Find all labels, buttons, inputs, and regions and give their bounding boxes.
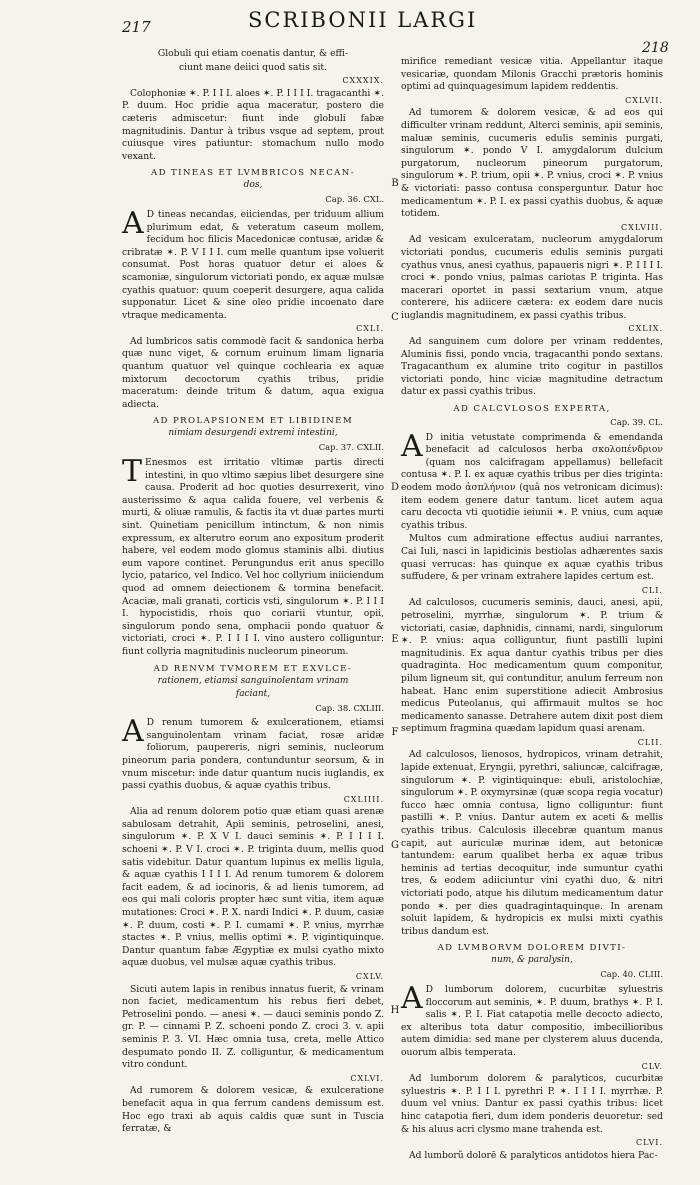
paragraph: Colophoniæ ✶. P. I I I. aloes ✶. P. I I I I. tragacanthi ✶. P. duum. Hoc pridie aqua maceratur, postero die cæteris admiscetur: fiunt inde globuli fabæ magnitudinis. Dantur à tribus vsque ad septem, prout cuiusque vires patiuntur: stomachum nullo modo vexant. [122, 87, 384, 162]
chapter-label: Cap. 36. CXL. [325, 194, 384, 205]
recipe-number: CLV. [641, 1061, 663, 1071]
paragraph: Ad sanguinem cum dolore per vrinam reddentes, Aluminis fissi, pondo vncia, tragacanthi pondo sextans. Tragacanthum ex alumine trito cogitur in pastillos victoriati pondo, hinc viciæ magnitudine detractum datur ex passi cyathis tribus. [401, 336, 663, 398]
recipe-number: CXLVIII. [621, 222, 663, 232]
recipe-number: CXLV. [355, 972, 384, 981]
section-heading: AD PROLAPSIONEM ET LIBIDINEM [152, 416, 354, 427]
paragraph: T Enesmos est irritatio vltimæ partis directi intestini, in quo vltimo sæpius libet desurgere sine causa. Proderit ad hoc quoties desurrexerit, vino austerissimo & aqua calida fouere, vel verbenis & murti, & oliuæ ramulis, & factis ita vt duæ partes murti sint. Quinetiam penicillum intinctum, & non nimis expressum, ex alterutro eorum ano expositum proderit habere, vel eodem modo glomus staminis albi. diutius eum vapore continet. Perungundus erit anus specillo lycio, patarico, vel Indico. Vel hoc collyrium iniiciendum quod ad omnem deiectionem & tormina benefacit. Acaciæ, mali granati, corticis vsti, singulorum ✶. P. I I I I. hypocistidis, rhois quo coriarii vtuntur, opii, singulorum pondo sena, omphacii pondo quatuor & victoriati, croci ✶. P. I I I I. vino austero colliguntur: fiunt collyria magnitudinis nucleorum pineorum. [122, 454, 384, 657]
paragraph: Ad calculosos, cucumeris seminis, dauci, anesi, apii, petroselini, myrrhæ, singulorum ✶. P. trium & victoriati, casiæ, daphnidis, cinnami, nardi, singulorum ✶. P. vnius: aqua colliguntur, fiunt pastilli lupini magnitudinis. Ex aqua dantur cyathis tribus per dies quadraginta. Hoc medicamentum quum componitur, pilum ligneum sit, qui contunditur, anulum ferreum non habeat. Hanc enim superstitione adiecit Ambrosius medicus Puteolanus, qui affirmauit multos se hoc medicamento sanasse. Detrahere autem dixit post diem septimum fragmina quædam lapidum quasi arenam. [401, 597, 663, 735]
paragraph: Ad lumborũ dolorē & paralyticos antidotos hiera Pac- [409, 1149, 658, 1161]
paragraph: Ad lumborum dolorem & paralyticos, cucurbitæ syluestris ✶. P. I I I. pyrethri P. ✶. I I I I. myrrhæ. P. duum vel vnius. Dantur ex passi cyathis tribus: licet hinc catapotia fieri, dum idem ponderis deuoretur: sed & his aluus acri clysmo mane trahenda est. [401, 1073, 663, 1135]
recipe-number: CXLIX. [628, 324, 663, 334]
margin-letter-g: G [391, 840, 399, 851]
page-number-right: 218 [642, 40, 669, 56]
recipe-number: CXLIIII. [343, 794, 384, 804]
running-title: SCRIBONII LARGI [248, 8, 478, 32]
section-subheading: nimiam desurgendi extremi intestini, [168, 428, 338, 439]
chapter-label: Cap. 37. CXLII. [318, 442, 384, 453]
initial-letter: T [122, 454, 143, 490]
paragraph: Ad calculosos, lienosos, hydropicos, vrinam detrahit, lapide extenuat, Eryngii, pyrethri, saliuncæ, calcifragæ, singulorum ✶. P. vigintiquinque: ebuli, aristolochiæ, singulorum ✶. P. oxymyrsinæ (quæ scopa regia vocatur) fucco hæc omnia contusa, ligno colliguntur: fiunt pastilli ✶. P. vnius. Dantur autem ex aceti & mellis cyathis tribus. Calculosis illecebræ quantum manus capit, aut auriculæ murinæ idem, aut betonicæ tantundem: earum qualibet herba ex aquæ tribus heminis ad tertias decoquitur, inde sumuntur cyathi tres, & eodem adiiciuntur vini cyathi duo, & nitri victoriati podo, atque his dilutum medicamentum datur pondo ✶. per dies quadragintaquinque. In arenam soluit lapidem, & hydropicis ex mulsi mixti cyathis tribus dandum est. [401, 749, 663, 937]
chapter-label: Cap. 40. CLIII. [600, 969, 663, 980]
paragraph: A D initia vetustate comprimenda & emendanda benefacit ad calculosos herba σκολοπένδριον (quam nos calcifragam appellamus) bellefacit contusa ✶. P. I. ex aquæ cyathis tribus per dies triginta: eodem modo ἀσπλήνιον (quâ nos vetronicam dicimus): item eodem genere datur tantum. licet autem aqua caru decocta vti quotidie ieiunii ✶. P. vnius, cum aquæ cyathis tribus. [401, 428, 663, 531]
page-number-left: 217 [122, 18, 151, 36]
recipe-number: CLI. [641, 585, 663, 595]
recipe-number: CLII. [637, 737, 663, 747]
recipe-number: CXLVI. [350, 1073, 384, 1083]
margin-letter-h: H [390, 1005, 400, 1016]
margin-letter-b: B [391, 178, 399, 189]
paragraph: A D tineas necandas, eiiciendas, per triduum allium plurimum edat, & veteratum caseum mollem, fecidum hoc filicis Macedonicæ contusæ, aridæ & cribratæ ✶. P. V I I I. cum melle quantum ipse voluerit consumat. Post horas quatuor detur ei aloes & scamoniæ, singulorum victoriati pondo, ex aquæ mulsæ cyathis quatuor: quum coeperit desurgere, aqua calida supponatur. Licet & sine oleo pridie incoenato dare vtraque medicamenta. [122, 205, 384, 321]
initial-letter: A [401, 980, 423, 1016]
recipe-number: CXLVII. [625, 95, 663, 105]
paragraph: Ad rumorem & dolorem vesicæ, & exulceratione benefacit aqua in qua ferrum candens demissum est. Hoc ego traxi ab aquis caldis quæ sunt in Tuscia ferratæ, & [122, 1085, 384, 1135]
right-column [401, 56, 663, 1163]
recipe-number: CLVI. [636, 1138, 663, 1148]
paragraph: Sicuti autem lapis in renibus innatus fuerit, & vrinam non faciet, medicamentum his rebus fieri debet, Petroselini pondo. — anesi ✶. — dauci seminis pondo Z. gr. P. — cinnami P. Z. schoeni pondo Z. croci 3. v. apii seminis P. 3. VI. Hæc omnia tusa, creta, melle Attico despumato pondo II. Z. colliguntur, & medicamentum vitro condunt. [122, 983, 384, 1071]
chapter-label: Cap. 38. CXLIII. [315, 702, 384, 713]
section-heading: AD RENVM TVMOREM ET EXVLCE- [153, 663, 353, 674]
paragraph: mirifice remediant vesicæ vitia. Appellantur itaque vesicariæ, quondam Milonis Gracchi prætoris hominis optimi ad quinquagesimum lapidem reddentis. [401, 56, 663, 93]
section-subheading: rationem, etiamsi sanguinolentam vrinam [157, 675, 349, 686]
initial-letter: A [401, 428, 423, 464]
margin-letter-c: C [391, 312, 399, 323]
left-column [122, 48, 384, 1137]
section-heading: AD CALCVLOSOS EXPERTA, [453, 404, 611, 415]
intro-line-1: Globuli qui etiam coenatis dantur, & effi- [157, 48, 349, 59]
margin-letter-d: D [390, 482, 400, 493]
intro-line-2: ciunt mane deiici quod satis sit. [178, 61, 328, 73]
paragraph: Alia ad renum dolorem potio quæ etiam quasi arenæ sabulosam detrahit, Apii seminis, petroselini, anesi, singulorum ✶. P. X V I. dauci seminis ✶. P. I I I I. schoeni ✶. P. V I. croci ✶. P. triginta duum, mellis quod satis videbitur. Datur quantum lupinus ex mellis ligula, & aquæ cyathis I I I I. Ad renum tumorem & dolorem facit eadem, & ad iocinoris, & ad lienis tumorem, ad eos qui mali coloris propter hæc sunt vitia, item aquæ mutationes: Croci ✶. P. X. nardi Indici ✶. P. duum, casiæ ✶. P. duum, costi ✶. P. I. cumami ✶. P. vnius, myrrhæ stactes ✶. P. vnius, mellis optimi ✶. P. vigintiquinque. Dantur quantum fabæ Ægyptiæ ex mulsi cyatho mixto aquæ duobus, vel mulsæ aquæ cyathis tribus. [122, 806, 384, 969]
section-subheading: num, & paralysin, [491, 955, 573, 966]
recipe-number: CXXXIX. [342, 76, 384, 86]
initial-letter: A [122, 714, 144, 750]
paragraph: A D lumborum dolorem, cucurbitæ syluestris floccorum aut seminis, ✶. P. duum, brathys ✶. P. I. salis ✶. P. I. Fiat catapotia melle decocto adiecto, ex alteribus tota datur compositio, imbecillioribus autem dimidia: sed mane per clysterem aluus ducenda, ouorum albis temperata. [401, 980, 663, 1058]
recipe-number: CXLI. [356, 324, 384, 334]
section-subheading: faciant, [235, 688, 271, 699]
paragraph: A D renum tumorem & exulcerationem, etiamsi sanguinolentam vrinam faciat, rosæ aridæ foliorum, paupereris, nigri seminis, nucleorum pineorum paria pondera, contunduntur seorsum, & in vnum miscetur: inde datur quantum nucis iuglandis, ex passi cyathis duobus, & aquæ cyathis tribus. [122, 714, 384, 792]
margin-letter-f: F [391, 727, 399, 738]
section-subheading: dos, [243, 180, 263, 191]
margin-letter-e: E [391, 634, 399, 645]
chapter-label: Cap. 39. CL. [610, 417, 663, 428]
paragraph: Ad lumbricos satis commodè facit & sandonica herba quæ nunc viget, & cornum eruinum limam lignaria quantum quatuor vel quinque cochlearia ex aquæ mixtorum decoctorum cyathis tribus, pridie maceratum: deinde tritum & datum, aqua exigua adiecta. [122, 335, 384, 410]
section-heading: AD TINEAS ET LVMBRICOS NECAN- [150, 168, 356, 179]
paragraph: Ad tumorem & dolorem vesicæ, & ad eos qui difficulter vrinam reddunt, Alterci seminis, apii seminis, maluæ seminis, cucumeris edulis seminis purgati, singulorum ✶. pondo V I. amygdalorum dulcium purgatorum, nucleorum pineorum purgatorum, singulorum ✶. P. trium, opii ✶. P. vnius, croci ✶. P. vnius & victoriati: passo contusa consperguntur. Datur hoc medicamentum ✶. P. I. ex passi cyathis duobus, & aquæ totidem. [401, 107, 663, 220]
section-heading: AD LVMBORVM DOLOREM DIVTI- [437, 943, 627, 954]
paragraph: Multos cum admiratione effectus audiui narrantes, Cai Iuli, nasci in lapidicinis bestiolas adhærentes saxis quasi verrucas: has quinque ex aquæ cyathis tribus suffudere, & per vrinam extrahere lapides certum est. [401, 533, 663, 583]
initial-letter: A [122, 205, 144, 241]
paragraph: Ad vesicam exulceratam, nucleorum amygdalorum victoriati pondus, cucumeris edulis seminis purgati cyathus vnus, anesi cyathus, papaueris nigri ✶. P. I I I I. croci ✶. pondo vnius, palmas cariotas P. triginta. Has macerari oportet in passi sextarium vnum, atque conterere, his adiicere cætera: ex eodem dare nucis iuglandis magnitudinem, ex passi cyathis tribus. [401, 234, 663, 321]
